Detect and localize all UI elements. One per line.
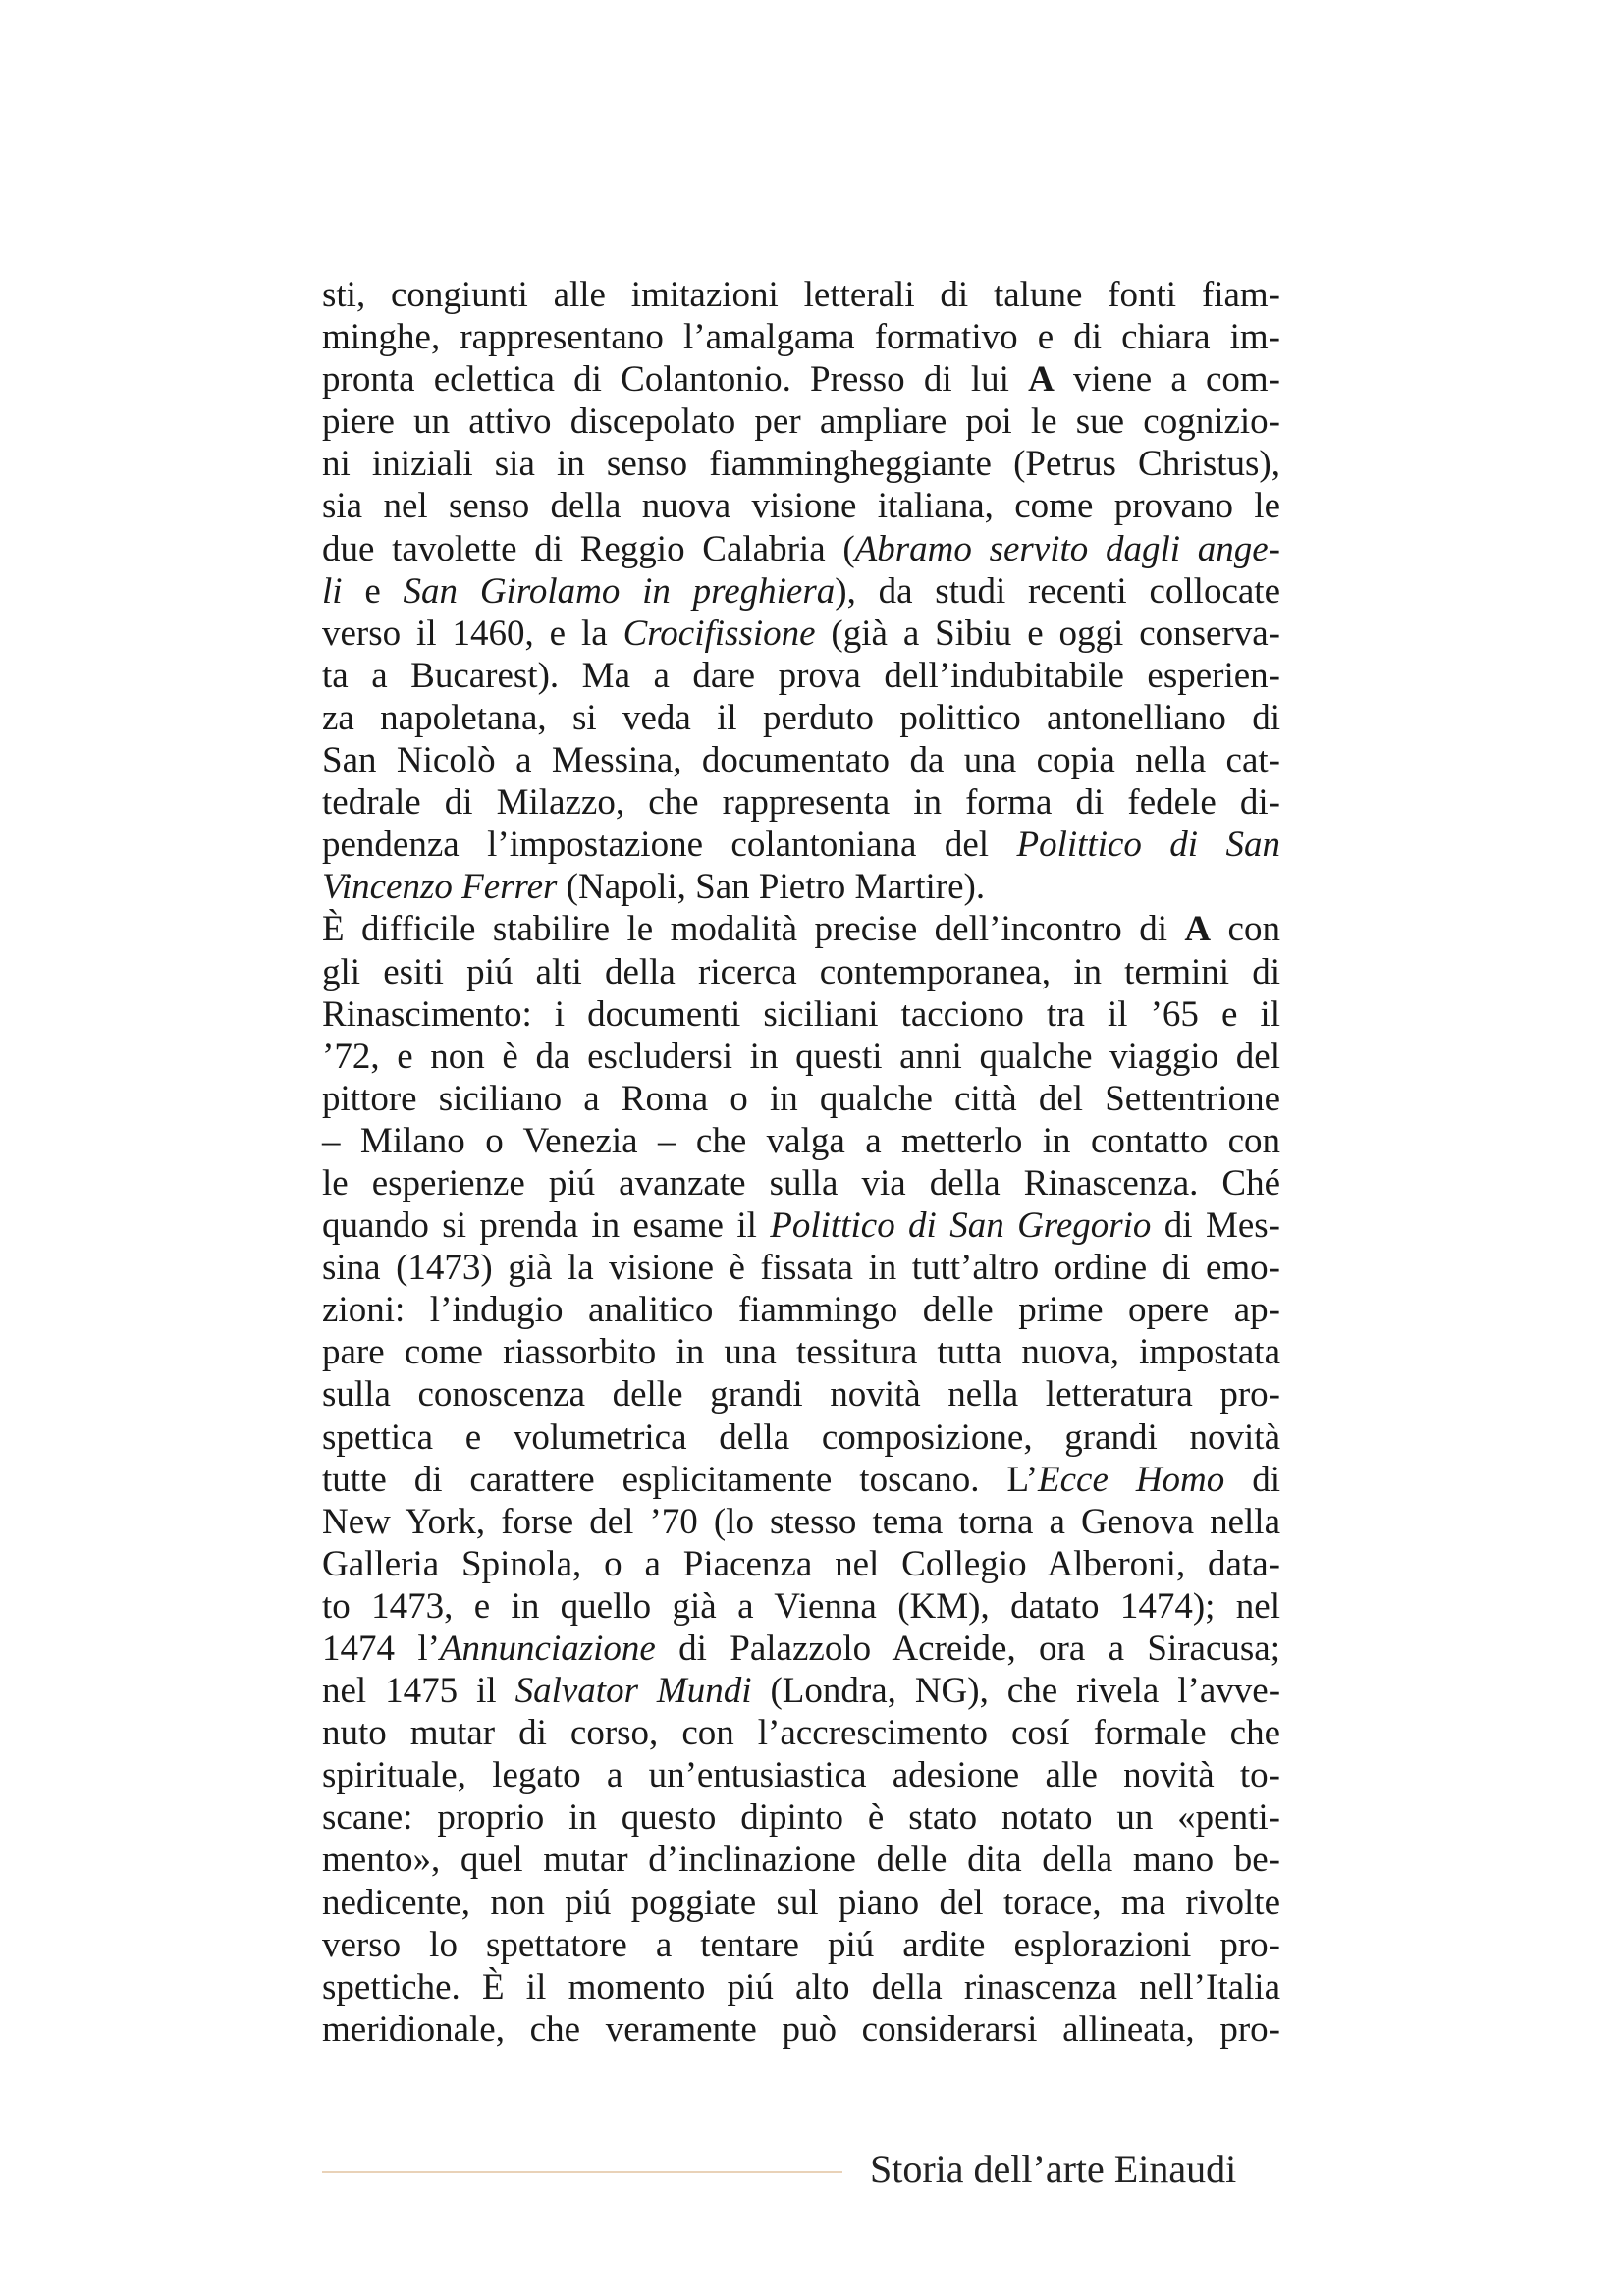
text-run: minghe, rappresentano l’amalgama formativo e di chiara im-	[322, 317, 1280, 358]
text-line	[322, 1416, 1280, 1459]
text-line	[322, 443, 1280, 485]
text-run: sti, congiunti alle imitazioni letterali di talune fonti fiam-	[322, 275, 1280, 315]
text-run: ta a Bucarest). Ma a dare prova dell’indubitabile esperien-	[322, 655, 1280, 696]
text-run: e	[342, 570, 404, 612]
text-run: San Nicolò a Messina, documentato da una copia nella cat-	[322, 740, 1280, 781]
text-run: due tavolette di Reggio Calabria (	[322, 528, 855, 569]
text-run: scane: proprio in questo dipinto è stato notato un «penti-	[322, 1797, 1280, 1839]
text-line	[322, 274, 1280, 316]
text-run: ’72, e non è da escludersi in questi anni qualche viaggio del	[322, 1036, 1280, 1077]
text-line	[322, 908, 1280, 950]
text-run: mento», quel mutar d’inclinazione delle dita della mano be-	[322, 1840, 1280, 1881]
text-run: pittore siciliano a Roma o in qualche città del Settentrione	[322, 1078, 1280, 1119]
italic-title: San Girolamo in preghiera	[403, 570, 836, 612]
text-line	[322, 1924, 1280, 1966]
text-run: ni iniziali sia in senso fiammingheggiante (Petrus Christus),	[322, 444, 1280, 485]
text-run: spirituale, legato a un’entusiastica adesione alle novità to-	[322, 1755, 1280, 1796]
text-run: meridionale, che veramente può considerarsi allineata, pro-	[322, 2008, 1280, 2050]
text-line	[322, 528, 1280, 570]
text-line	[322, 1162, 1280, 1204]
text-run: nedicente, non piú poggiate sul piano del torace, ma rivolte	[322, 1882, 1280, 1923]
text-run: viene a com-	[1054, 359, 1280, 400]
italic-title: Vincenzo Ferrer	[322, 867, 558, 908]
text-run: spettica e volumetrica della composizione, grandi novità	[322, 1416, 1280, 1458]
text-line	[322, 1754, 1280, 1796]
text-line	[322, 866, 1280, 908]
text-line	[322, 400, 1280, 443]
text-run: Galleria Spinola, o a Piacenza nel Collegio Alberoni, data-	[322, 1543, 1280, 1584]
text-line	[322, 1501, 1280, 1543]
text-run: tedrale di Milazzo, che rappresenta in forma di fedele di-	[322, 782, 1280, 824]
text-run: 1474 l’	[322, 1629, 440, 1669]
text-line	[322, 824, 1280, 866]
text-line	[322, 697, 1280, 739]
text-run: New York, forse del ’70 (lo stesso tema torna a Genova nella	[322, 1501, 1280, 1542]
text-run: quando si prenda in esame il	[322, 1205, 771, 1247]
text-line	[322, 1247, 1280, 1289]
text-line	[322, 1289, 1280, 1331]
footer-rule	[322, 2171, 842, 2173]
text-line	[322, 655, 1280, 697]
text-run: spettiche. È il momento piú alto della rinascenza nell’Italia	[322, 1966, 1280, 2007]
text-line	[322, 1628, 1280, 1670]
text-run: – Milano o Venezia – che valga a metterlo in contatto con	[322, 1120, 1280, 1161]
italic-title: Crocifissione	[622, 613, 816, 654]
text-run: verso lo spettatore a tentare piú ardite esplorazioni pro-	[322, 1924, 1280, 1965]
text-run: zioni: l’indugio analitico fiammingo delle prime opere ap-	[322, 1290, 1280, 1331]
text-run: sina (1473) già la visione è fissata in tutt’altro ordine di emo-	[322, 1248, 1280, 1289]
italic-title: li	[322, 570, 343, 612]
text-line	[322, 485, 1280, 527]
text-run: ), da studi recenti collocate	[835, 570, 1280, 612]
text-line	[322, 1543, 1280, 1585]
text-line	[322, 316, 1280, 358]
italic-title: Salvator Mundi	[514, 1671, 752, 1712]
text-run: (già a Sibiu e oggi conserva-	[815, 613, 1281, 654]
text-run: piere un attivo discepolato per ampliare poi le sue cognizio-	[322, 401, 1280, 443]
text-line	[322, 570, 1280, 613]
text-line	[322, 1585, 1280, 1628]
text-run: Rinascimento: i documenti siciliani tacciono tra il ’65 e il	[322, 993, 1280, 1035]
italic-title: Polittico di San	[1016, 825, 1280, 866]
text-line	[322, 1036, 1280, 1078]
italic-title: Annunciazione	[439, 1629, 656, 1669]
text-line	[322, 613, 1280, 655]
text-line	[322, 781, 1280, 824]
text-line	[322, 1796, 1280, 1839]
text-run: verso il 1460, e la	[322, 613, 623, 654]
text-run: di Mes-	[1151, 1205, 1280, 1247]
text-line	[322, 993, 1280, 1036]
italic-title: Abramo servito dagli ange-	[854, 528, 1280, 569]
text-line	[322, 1712, 1280, 1754]
text-line	[322, 1120, 1280, 1162]
text-run: pendenza l’impostazione colantoniana del	[322, 825, 1017, 866]
text-line	[322, 1204, 1280, 1247]
text-line	[322, 1373, 1280, 1415]
bold-initial: A	[1028, 359, 1055, 400]
text-run: (Londra, NG), che rivela l’avve-	[751, 1671, 1281, 1712]
text-run: È difficile stabilire le modalità precise dell’incontro di	[322, 909, 1185, 950]
text-line	[322, 1331, 1280, 1373]
text-line	[322, 951, 1280, 993]
body-text	[322, 274, 1280, 2051]
text-line	[322, 1459, 1280, 1501]
text-line	[322, 1839, 1280, 1881]
text-run: le esperienze piú avanzate sulla via della Rinascenza. Ché	[322, 1162, 1280, 1203]
text-run: nel 1475 il	[322, 1671, 515, 1712]
text-run: pronta eclettica di Colantonio. Presso di lui	[322, 359, 1029, 400]
text-run: to 1473, e in quello già a Vienna (KM), datato 1474); nel	[322, 1585, 1280, 1627]
text-run: nuto mutar di corso, con l’accrescimento cosí formale che	[322, 1713, 1280, 1754]
text-run: di Palazzolo Acreide, ora a Siracusa;	[655, 1629, 1280, 1669]
text-line	[322, 1882, 1280, 1924]
text-run: sulla conoscenza delle grandi novità nella letteratura pro-	[322, 1374, 1280, 1415]
text-run: con	[1211, 909, 1280, 950]
text-line	[322, 1966, 1280, 2008]
text-line	[322, 1670, 1280, 1712]
text-run: za napoletana, si veda il perduto polittico antonelliano di	[322, 697, 1280, 738]
text-line	[322, 2008, 1280, 2051]
text-run: di	[1224, 1459, 1280, 1500]
text-line	[322, 1078, 1280, 1120]
text-line	[322, 739, 1280, 781]
italic-title: Polittico di San Gregorio	[770, 1205, 1152, 1247]
text-run: pare come riassorbito in una tessitura tutta nuova, impostata	[322, 1332, 1280, 1373]
text-run: tutte di carattere esplicitamente toscano. L’	[322, 1459, 1039, 1500]
bold-initial: A	[1184, 909, 1212, 950]
italic-title: Ecce Homo	[1038, 1459, 1225, 1500]
text-run: (Napoli, San Pietro Martire).	[557, 867, 986, 908]
footer-title: Storia dell’arte Einaudi	[870, 2147, 1237, 2191]
text-run: gli esiti piú alti della ricerca contemporanea, in termini di	[322, 951, 1280, 992]
text-line	[322, 358, 1280, 400]
text-run: sia nel senso della nuova visione italiana, come provano le	[322, 486, 1280, 527]
